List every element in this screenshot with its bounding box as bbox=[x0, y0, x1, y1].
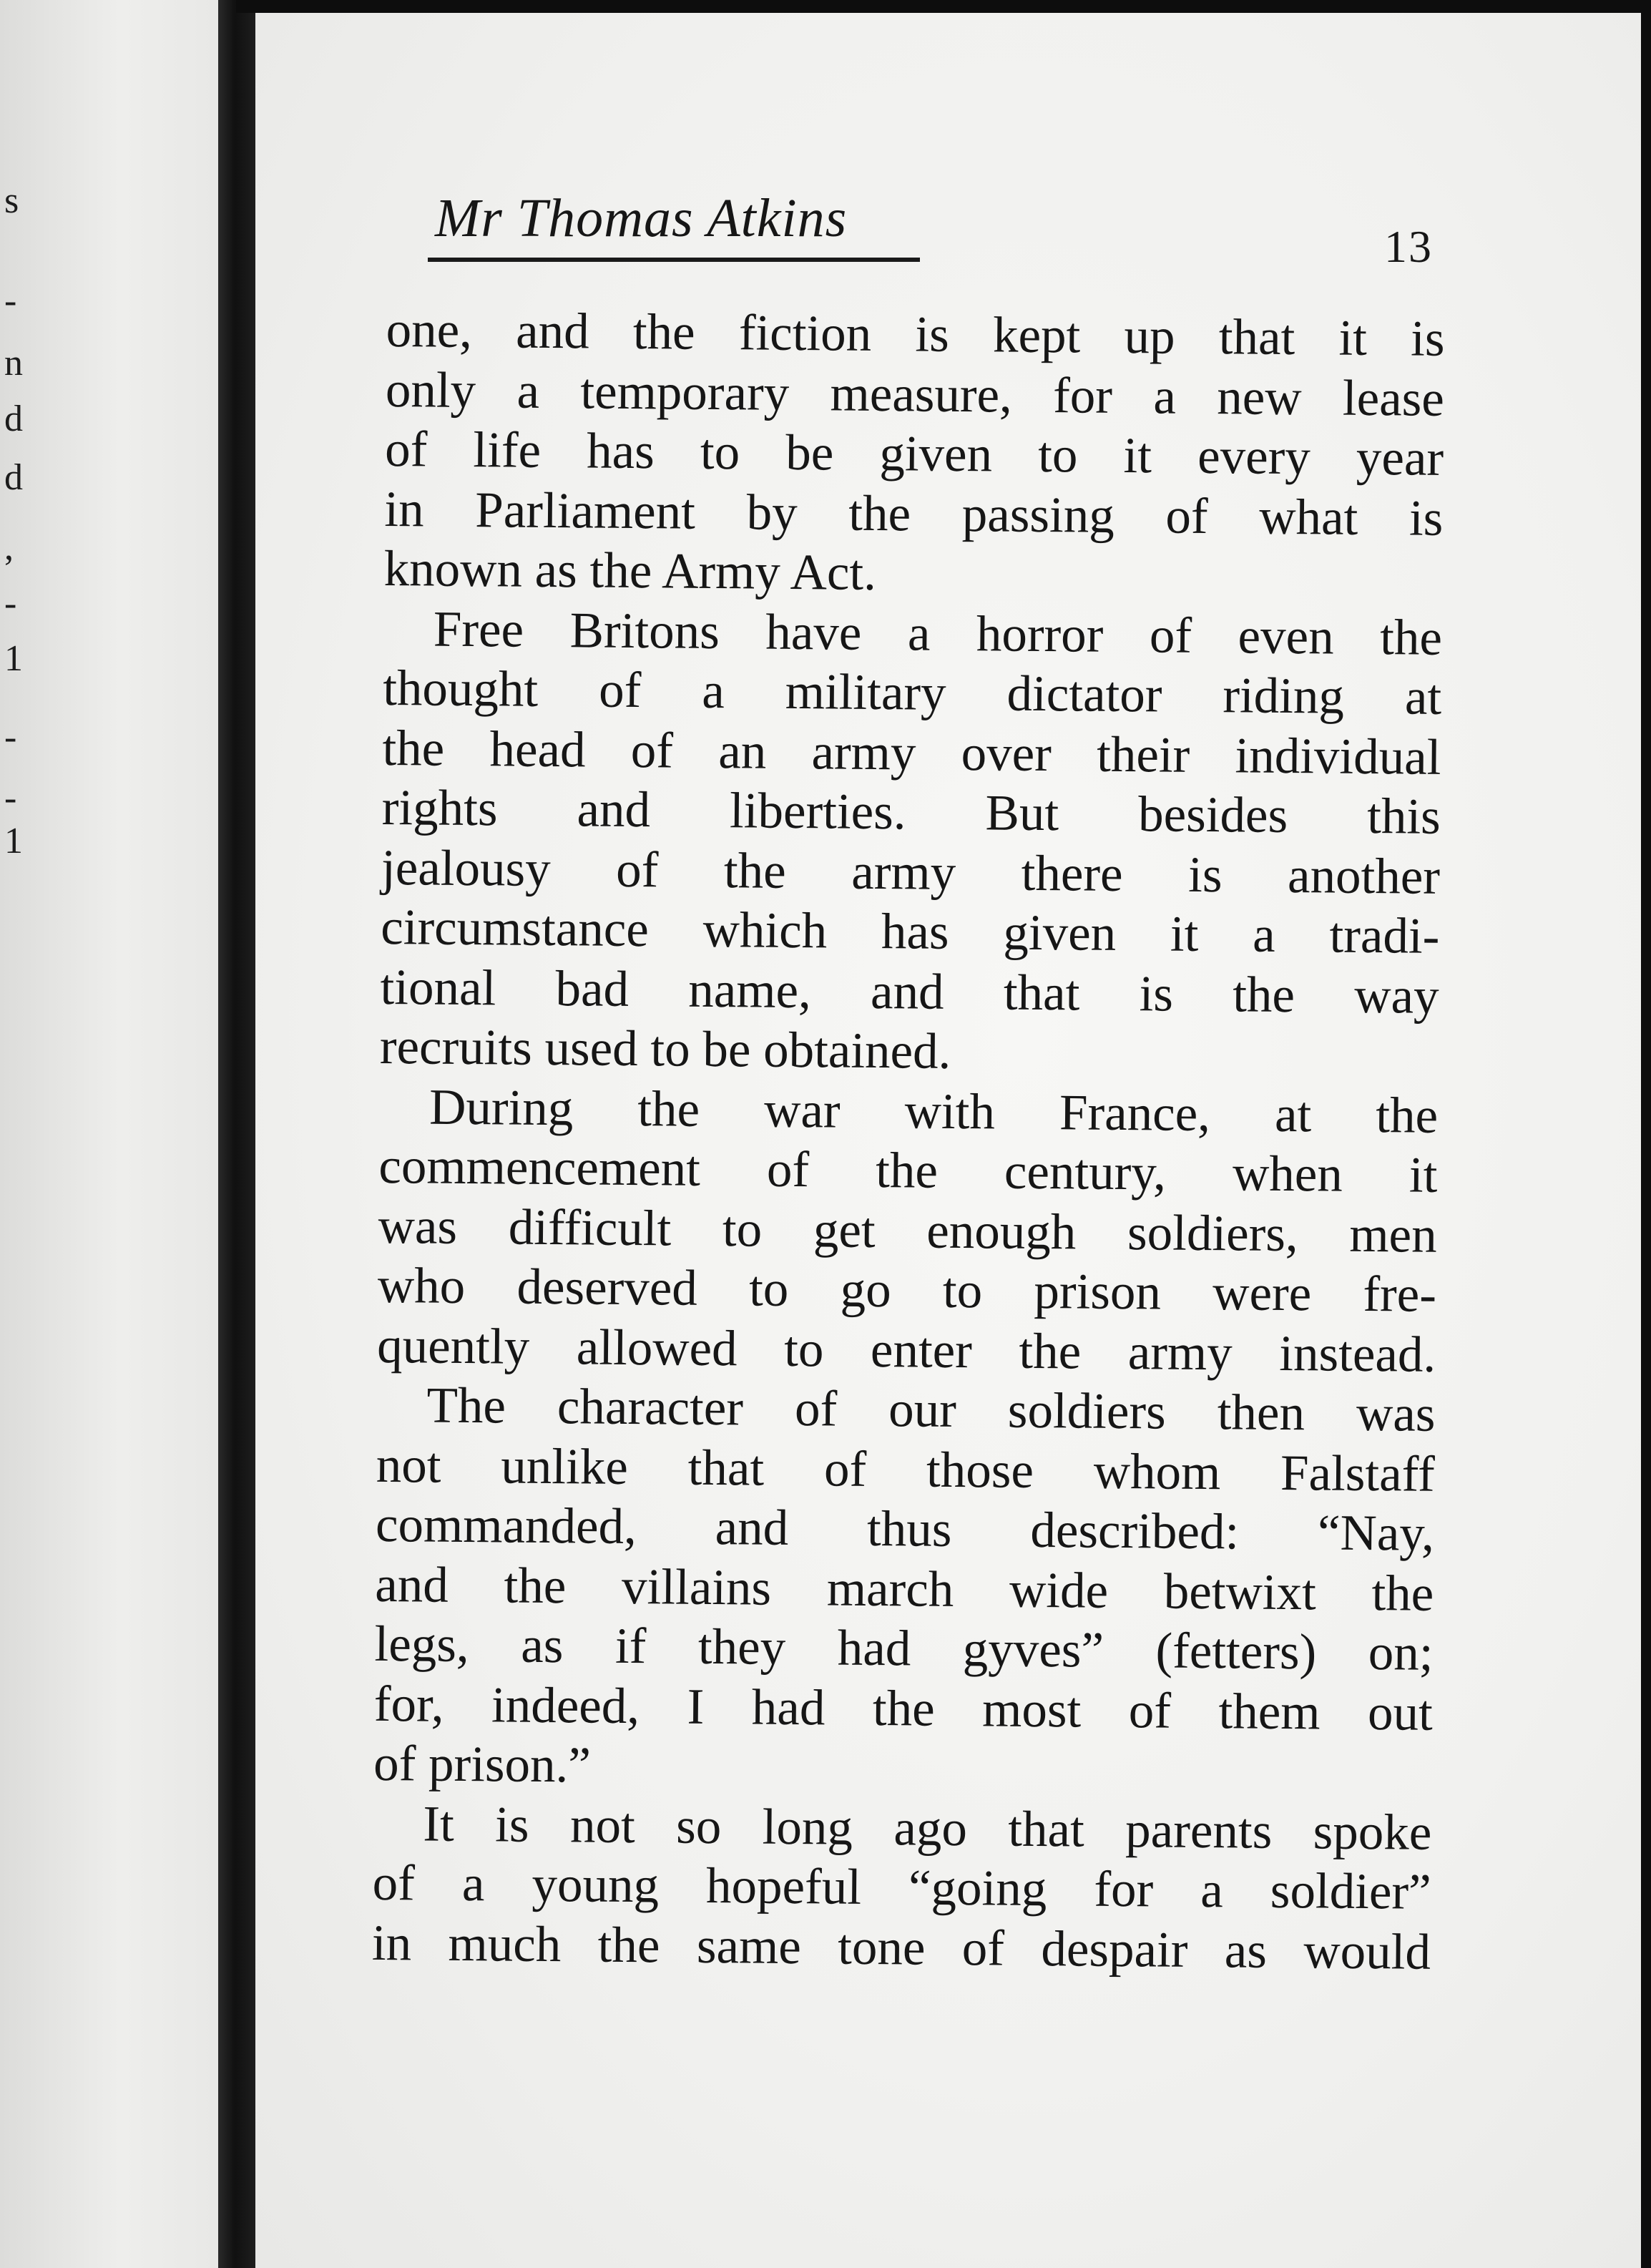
text-line: one, and the fiction is kept up that it is bbox=[386, 301, 1445, 367]
text-line: It is not so long ago that parents spoke bbox=[423, 1796, 1432, 1861]
margin-fragment: s bbox=[4, 180, 19, 221]
text-line: the head of an army over their individual bbox=[382, 720, 1441, 786]
text-line: and the villains march wide betwixt the bbox=[374, 1556, 1434, 1622]
running-head-title: Mr Thomas Atkins bbox=[435, 188, 848, 248]
text-line: rights and liberties. But besides this bbox=[381, 779, 1441, 845]
text-line: commanded, and thus described: “Nay, bbox=[375, 1496, 1435, 1562]
text-line: only a temporary measure, for a new lease bbox=[385, 361, 1445, 427]
text-line: legs, as if they had gyves” (fetters) on; bbox=[374, 1616, 1434, 1681]
margin-fragment: - bbox=[4, 280, 17, 321]
text-line: who deserved to go to prison were fre- bbox=[377, 1257, 1437, 1323]
body-text bbox=[372, 300, 1445, 1983]
margin-fragment: d bbox=[4, 399, 23, 439]
text-line: for, indeed, I had the most of them out bbox=[373, 1676, 1434, 1741]
text-line: jealousy of the army there is another bbox=[381, 839, 1441, 905]
text-line: commencement of the century, when it bbox=[378, 1138, 1438, 1203]
scan-top-border bbox=[236, 0, 1651, 13]
book-binding-gutter bbox=[218, 0, 255, 2268]
text-line: in much the same tone of despair as would bbox=[371, 1915, 1431, 1980]
text-line: not unlike that of those whom Falstaff bbox=[376, 1437, 1436, 1502]
running-head-rule bbox=[428, 258, 920, 262]
text-line: Free Britons have a horror of even the bbox=[433, 601, 1443, 666]
text-line: known as the Army Act. bbox=[383, 540, 877, 601]
text-line: The character of our soldiers then was bbox=[426, 1377, 1436, 1442]
text-line: of life has to be given to it every year bbox=[384, 421, 1444, 487]
previous-page-edge bbox=[0, 0, 218, 2268]
margin-fragment: 1 bbox=[4, 821, 23, 861]
text-line: During the war with France, at the bbox=[428, 1079, 1439, 1144]
margin-fragment: , bbox=[4, 527, 14, 568]
text-line: tional bad name, and that is the way bbox=[380, 959, 1439, 1025]
text-line: circumstance which has given it a tradi- bbox=[381, 899, 1440, 964]
text-line: was difficult to get enough soldiers, men bbox=[378, 1198, 1437, 1263]
page-number: 13 bbox=[1384, 221, 1433, 272]
margin-fragment: - bbox=[4, 778, 17, 818]
text-line: quently allowed to enter the army instead. bbox=[376, 1317, 1436, 1383]
text-line: recruits used to be obtained. bbox=[379, 1018, 951, 1080]
text-line: in Parliament by the passing of what is bbox=[384, 481, 1444, 547]
text-line: thought of a military dictator riding at bbox=[382, 660, 1442, 725]
margin-fragment: n bbox=[4, 343, 23, 383]
text-line: of prison.” bbox=[373, 1735, 592, 1794]
margin-fragment: - bbox=[4, 717, 17, 758]
margin-fragment: - bbox=[4, 583, 17, 624]
margin-fragment: 1 bbox=[4, 638, 23, 679]
scan-right-border bbox=[1641, 0, 1651, 2268]
text-line: of a young hopeful “going for a soldier” bbox=[372, 1854, 1431, 1920]
margin-fragment: d bbox=[4, 457, 23, 498]
